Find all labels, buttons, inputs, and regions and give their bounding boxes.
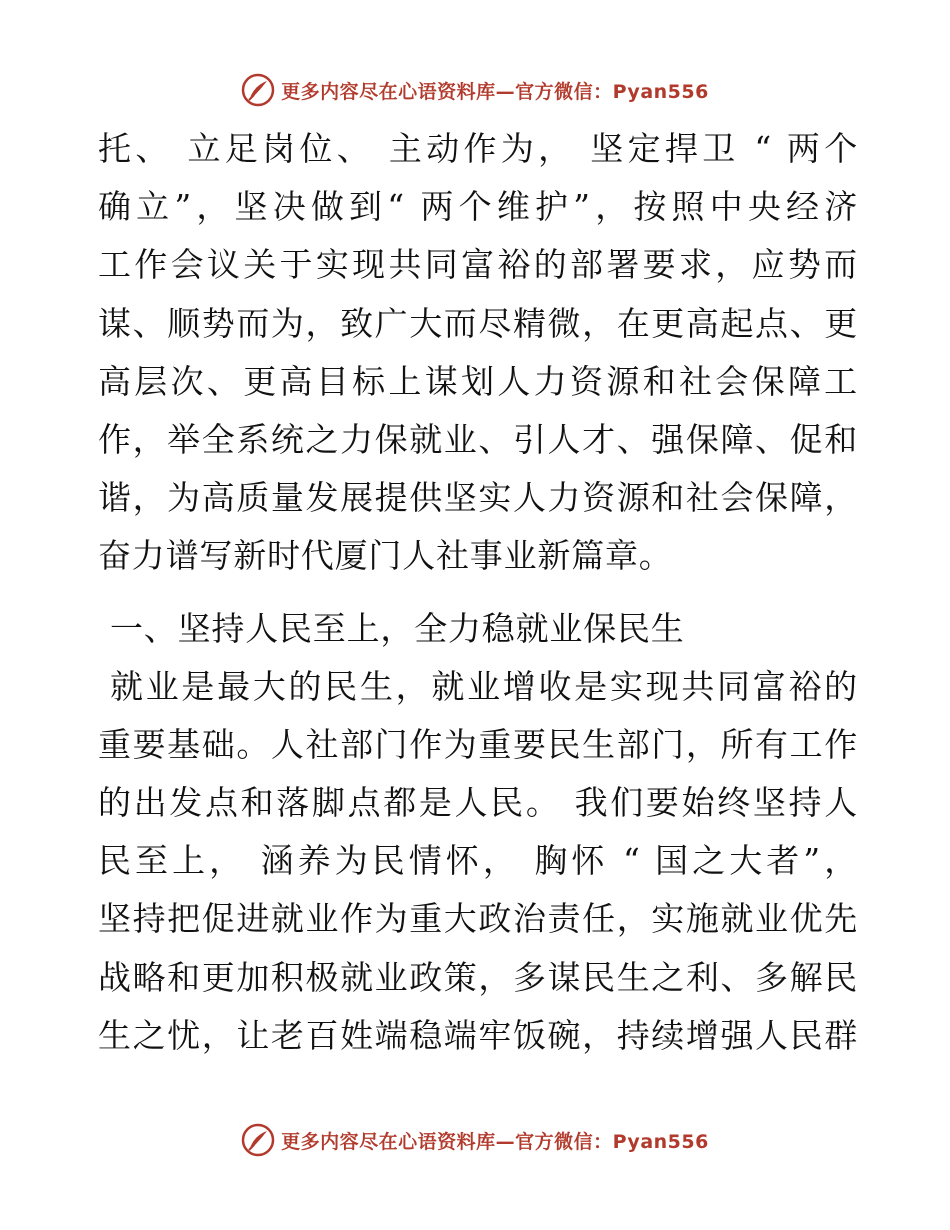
text-line: 确立”，坚决做到“ 两个维护”，按照中央经济 (98, 187, 858, 227)
quill-pen-logo-icon (241, 1123, 275, 1157)
text-line: 谐，为高质量发展提供坚实人力资源和社会保障， (98, 478, 858, 518)
paragraph-intro (98, 120, 858, 586)
text-line: 生之忧，让老百姓端稳端牢饭碗，持续增强人民群 (98, 1015, 858, 1055)
header-watermark (0, 70, 950, 110)
text-line: 工作会议关于实现共同富裕的部署要求，应势而 (98, 245, 858, 285)
text-line: 的出发点和落脚点都是人民。 我们要始终坚持人 (98, 783, 858, 823)
text-line: 谋、顺势而为，致广大而尽精微，在更高起点、更 (98, 303, 858, 343)
text-line: 就业是最大的民生，就业增收是实现共同富裕的 (110, 666, 858, 706)
paragraph-employment (98, 658, 858, 1065)
footer-watermark (0, 1120, 950, 1160)
text-line: 高层次、更高目标上谋划人力资源和社会保障工 (98, 361, 858, 401)
text-line: 民至上， 涵养为民情怀， 胸怀 “ 国之大者”， (98, 841, 858, 881)
text-line: 托、 立足岗位、 主动作为， 坚定捍卫 “ 两个 (98, 129, 858, 168)
watermark-text: 更多内容尽在心语资料库—官方微信：Pyan556 (281, 1130, 709, 1153)
watermark-text: 更多内容尽在心语资料库—官方微信：Pyan556 (281, 80, 709, 103)
text-line: 战略和更加积极就业政策，多谋民生之利、多解民 (98, 957, 858, 997)
text-line: 坚持把促进就业作为重大政治责任，实施就业优先 (98, 899, 858, 939)
text-line: 奋力谱写新时代厦门人社事业新篇章。 (98, 536, 673, 576)
text-line: 重要基础。人社部门作为重要民生部门，所有工作 (98, 724, 858, 764)
text-line: 作，举全系统之力保就业、引人才、强保障、促和 (98, 419, 858, 459)
section-heading: 一、坚持人民至上，全力稳就业保民生 (110, 608, 685, 648)
quill-pen-logo-icon (241, 73, 275, 107)
document-body (98, 120, 858, 1065)
